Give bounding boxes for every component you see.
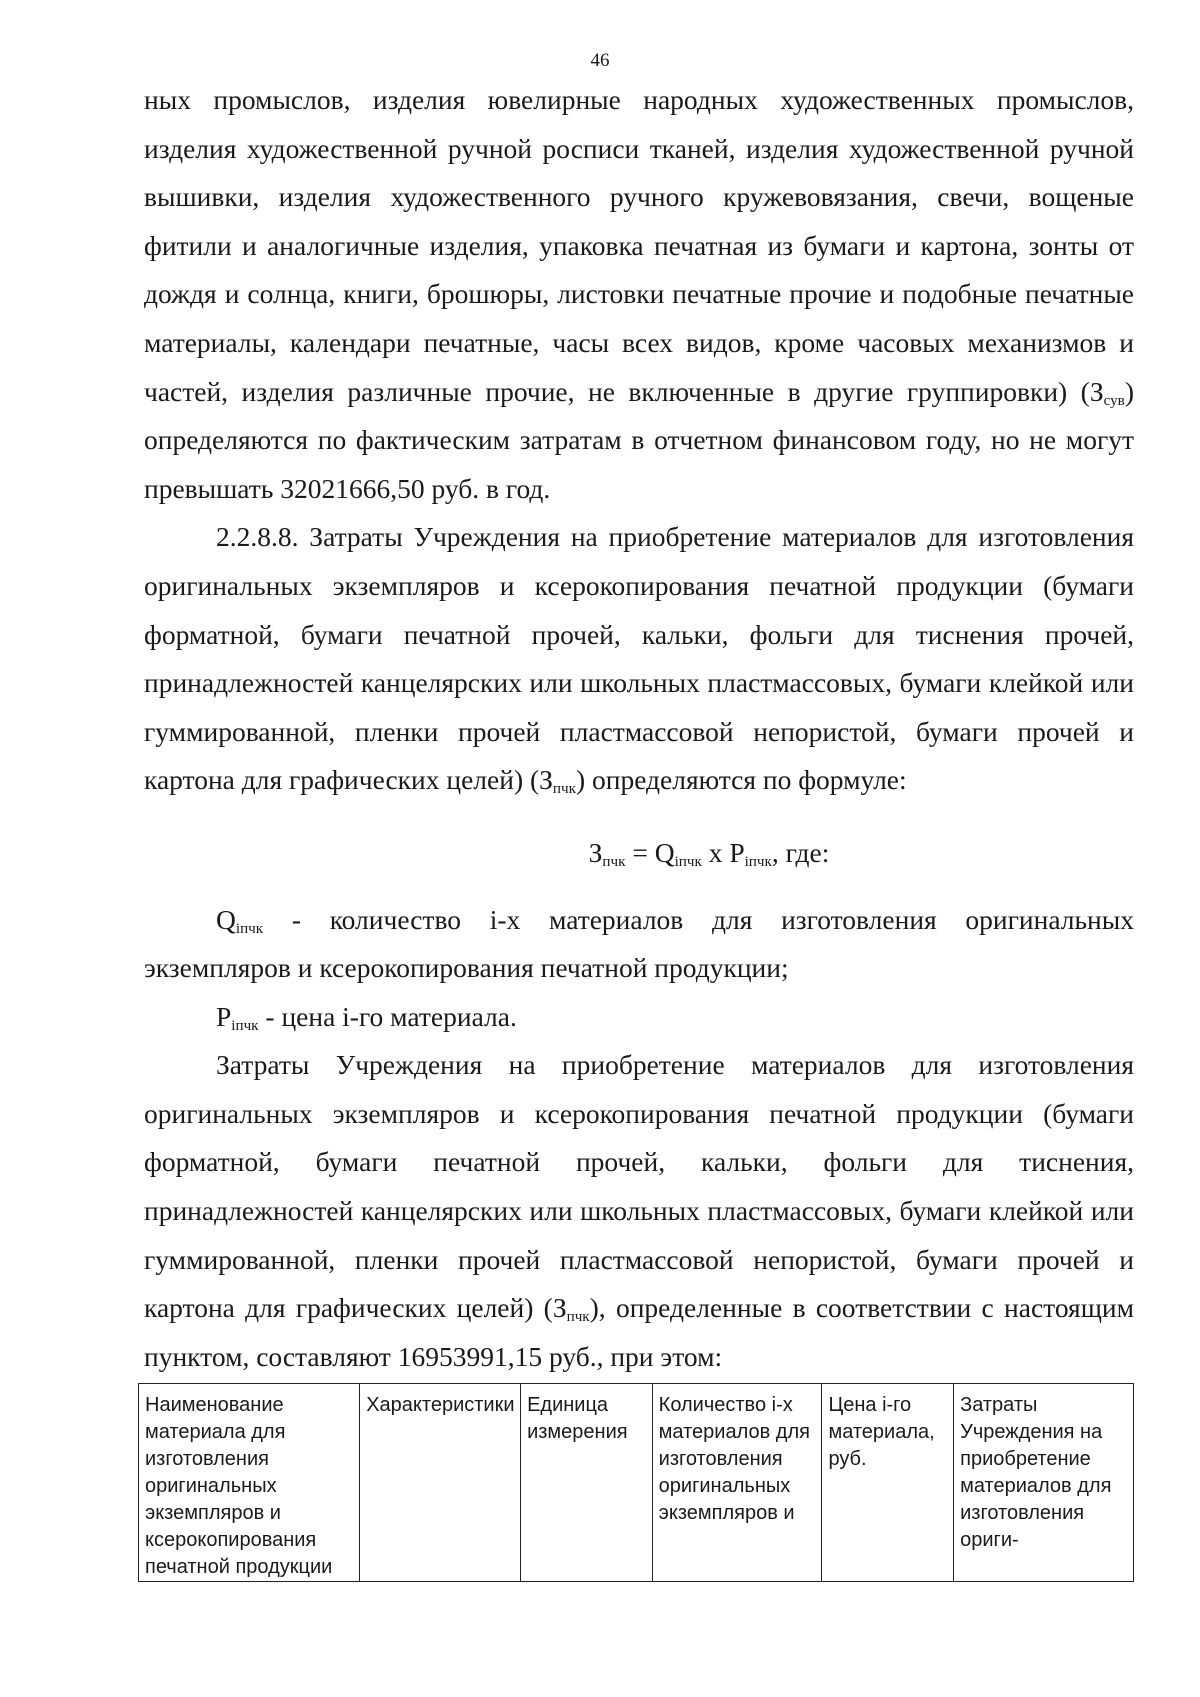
subscript: пчк [566, 1309, 590, 1326]
paragraph-3 [144, 1041, 1134, 1381]
formula-mult: x P [701, 836, 745, 868]
definition-symbol: P [216, 1000, 232, 1032]
paragraph-1-tail: ) определяются по фактическим затратам в отчетном финансовом году, но не могут превышать 32021666,50 руб. в год. [144, 375, 1134, 504]
subscript: пчк [552, 781, 576, 798]
definition-symbol: Q [216, 903, 236, 935]
header-costs: Затраты Учреждения на приобретение материалов для изготовления ориги- [954, 1384, 1134, 1582]
paragraph-1 [144, 76, 1134, 513]
document-body [144, 76, 1134, 1381]
formula-tail: , где: [771, 836, 830, 868]
paragraph-3-tail: ), определенные в соответствии с настоящим пунктом, составляют 16953991,15 руб., при этом: [144, 1292, 1134, 1372]
definition-text: - цена i-го материала. [258, 1000, 517, 1032]
subscript: пчк [602, 853, 626, 870]
paragraph-2-tail: ) определяются по формуле: [575, 764, 907, 796]
subscript: сув [1103, 392, 1125, 409]
paragraph-3-text: Затраты Учреждения на приобретение материалов для изготовления оригинальных экземпляров и ксерокопирования печатной продукции (бумаги форматной, бумаги печатной прочей, кальки, фольги для тиснения, принадлежностей канцелярских или школьных пластмассовых, бумаги клейкой или гуммированной, пленки прочей пластмассовой непористой, бумаги прочей и картона для графических целей) (З [144, 1049, 1134, 1324]
header-unit: Единица измерения [521, 1384, 653, 1582]
header-price: Цена i-го материала, руб. [822, 1384, 954, 1582]
paragraph-1-text: ных промыслов, изделия ювелирные народных художественных промыслов, изделия художественной ручной росписи тканей, изделия художественной ручной вышивки, изделия художественного ручного кружевовязания, свечи, вощеные фитили и аналогичные изделия, упаковка печатная из бумаги и картона, зонты от дождя и солнца, книги, брошюры, листовки печатные прочие и подобные печатные материалы, календари печатные, часы всех видов, кроме часовых механизмов и частей, изделия различные прочие, не включенные в другие группировки) (З [144, 84, 1134, 407]
subscript: iпчк [231, 1017, 259, 1034]
formula-lhs: З [588, 836, 603, 868]
definition-q [144, 896, 1134, 993]
header-material-name: Наименование материала для изготовления оригинальных экземпляров и ксерокопирования печатной продукции [139, 1384, 360, 1582]
table-header-row [139, 1384, 1134, 1582]
header-characteristics: Характеристики [359, 1384, 520, 1582]
page-number: 46 [590, 50, 610, 71]
paragraph-2-text: 2.2.8.8. Затраты Учреждения на приобретение материалов для изготовления оригинальных экземпляров и ксерокопирования печатной продукции (бумаги форматной, бумаги печатной прочей, кальки, фольги для тиснения прочей, принадлежностей канцелярских или школьных пластмассовых, бумаги клейкой или гуммированной, пленки прочей пластмассовой непористой, бумаги прочей и картона для графических целей) (З [144, 521, 1134, 796]
formula-eq: = Q [625, 836, 675, 868]
definition-text: - количество i-х материалов для изготовления оригинальных экземпляров и ксерокопирования печатной продукции; [144, 903, 1134, 984]
subscript: iпчк [674, 853, 702, 870]
subscript: iпчк [235, 920, 264, 937]
materials-table [138, 1383, 1134, 1582]
subscript: iпчк [744, 853, 772, 870]
definition-p [144, 993, 1134, 1042]
formula [144, 829, 1134, 878]
paragraph-2 [144, 513, 1134, 805]
header-quantity: Количество i-х материалов для изготовления оригинальных экземпляров и [652, 1384, 822, 1582]
